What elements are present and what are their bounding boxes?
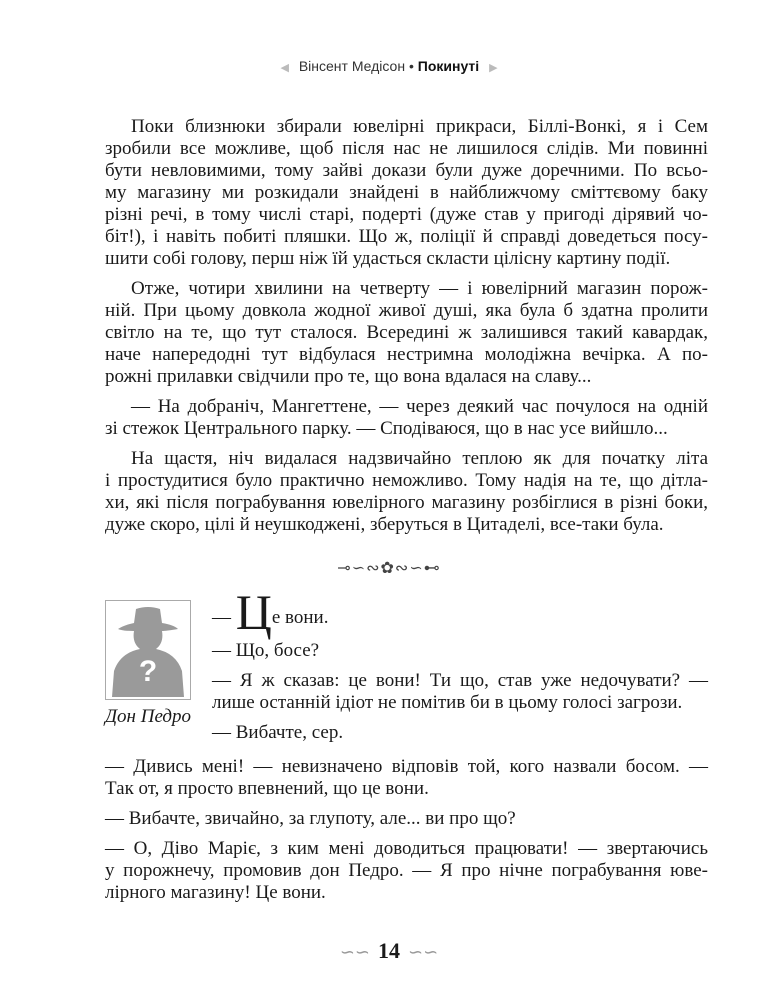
text-line: му магазину ми розкидали знайдені в найближчому сміттєвому баку	[105, 182, 708, 203]
dialog-side	[212, 584, 708, 744]
text-line: ній. При цьому довкола жодної живої душі, яка була б здатна пролити	[105, 300, 708, 321]
text-line: — Вибачте, сер.	[212, 722, 344, 743]
text-line: наче напередодні тут відбулася нестримна молодіжна вечірка. А по-	[105, 344, 708, 365]
character-caption: Дон Педро	[104, 706, 192, 727]
svg-text:?: ?	[138, 655, 158, 688]
text-line: Поки близнюки збирали ювелірні прикраси, Біллі-Вонкі, я і Сем	[131, 116, 708, 137]
header-author: Вінсент Медісон	[298, 58, 406, 74]
text-line: дуже скоро, цілі й неушкоджені, зберуться в Цитаделі, все-таки була.	[105, 514, 664, 535]
text-line: Так от, я просто впевнений, що це вони.	[105, 778, 429, 799]
left-ornament-icon: ◀	[280, 62, 289, 74]
text-line: — На добраніч, Мангеттене, — через деякий час почулося на одній	[131, 396, 708, 417]
running-header	[0, 58, 778, 74]
header-title: Покинуті	[417, 58, 480, 74]
text-line: — Я ж сказав: це вони! Ти що, став уже недочувати? —	[212, 670, 708, 691]
paragraph	[105, 838, 708, 904]
character-portrait	[105, 600, 191, 700]
text-line: у порожнечу, промовив дон Педро. — Я про нічне пограбування юве-	[105, 860, 708, 881]
text-line: бути невловимими, тому зайві докази були дуже доречними. По всьо-	[105, 160, 708, 181]
text-line: — О, Діво Маріє, з ким мені доводиться працювати! — звертаючись	[105, 838, 708, 859]
paragraph	[105, 278, 708, 388]
text-line: шити собі голову, перш ніж їй удасться скласти цілісну картину події.	[105, 248, 671, 269]
paragraph	[105, 808, 708, 830]
question-mark-silhouette-icon	[106, 601, 190, 699]
paragraph	[105, 396, 708, 440]
text-line: світло на те, що тут сталося. Всередині ж залишився такий кавардак,	[105, 322, 708, 343]
text-line: зі стежок Центрального парку. — Сподіваюся, що в нас усе вийшло...	[105, 418, 668, 439]
text-line: На щастя, ніч видалася надзвичайно теплою як для початку літа	[131, 448, 708, 469]
section-divider: ⊸∽∾✿∾∽⊷	[337, 558, 441, 577]
paragraph	[212, 722, 708, 744]
header-separator: •	[408, 58, 414, 74]
body-text	[105, 116, 708, 536]
paragraph	[212, 640, 708, 662]
dialog-first-line	[212, 584, 708, 640]
page-number-footer	[0, 938, 778, 964]
text-line: — Що, босе?	[212, 640, 320, 661]
right-ornament-icon: ▶	[489, 62, 498, 74]
text-line: лірного магазину! Це вони.	[105, 882, 326, 903]
text-line: біт!), і навіть побиті пляшки. Що ж, поліції й справді доведеться посу-	[105, 226, 708, 247]
text-line: Отже, чотири хвилини на четверту — і ювелірний магазин порож-	[131, 278, 708, 299]
text-line: лише останній ідіот не помітив би в цьому голосі загрози.	[212, 692, 683, 713]
dash: —	[212, 607, 231, 628]
text-line: рожні прилавки свідчили про те, що вона вдалася на славу...	[105, 366, 592, 387]
dialog-full	[105, 756, 708, 904]
text-line: — Дивись мені! — невизначено відповів той, кого назвали босом. —	[105, 756, 708, 777]
paragraph	[212, 670, 708, 714]
text-line: різні речі, в тому числі старі, подерті (дуже став у пригоді дірявий чо-	[105, 204, 708, 225]
text-line: зробили все можливе, щоб після нас не лишилося слідів. Ми повинні	[105, 138, 708, 159]
swash-left-icon: ∽∽	[339, 942, 370, 962]
drop-cap: Ц	[235, 584, 272, 640]
swash-right-icon: ∽∽	[408, 942, 439, 962]
dialog-first-rest: е вони.	[271, 607, 329, 628]
text-line: — Вибачте, звичайно, за глупоту, але... ви про що?	[105, 808, 516, 829]
paragraph	[105, 448, 708, 536]
text-line: хи, які після пограбування ювелірного магазину розбіглися в різні боки,	[105, 492, 708, 513]
paragraph	[105, 756, 708, 800]
text-line: і простудитися було практично неможливо. Тому надія на те, що дітла-	[105, 470, 708, 491]
paragraph	[105, 116, 708, 270]
page-number: 14	[378, 938, 400, 963]
